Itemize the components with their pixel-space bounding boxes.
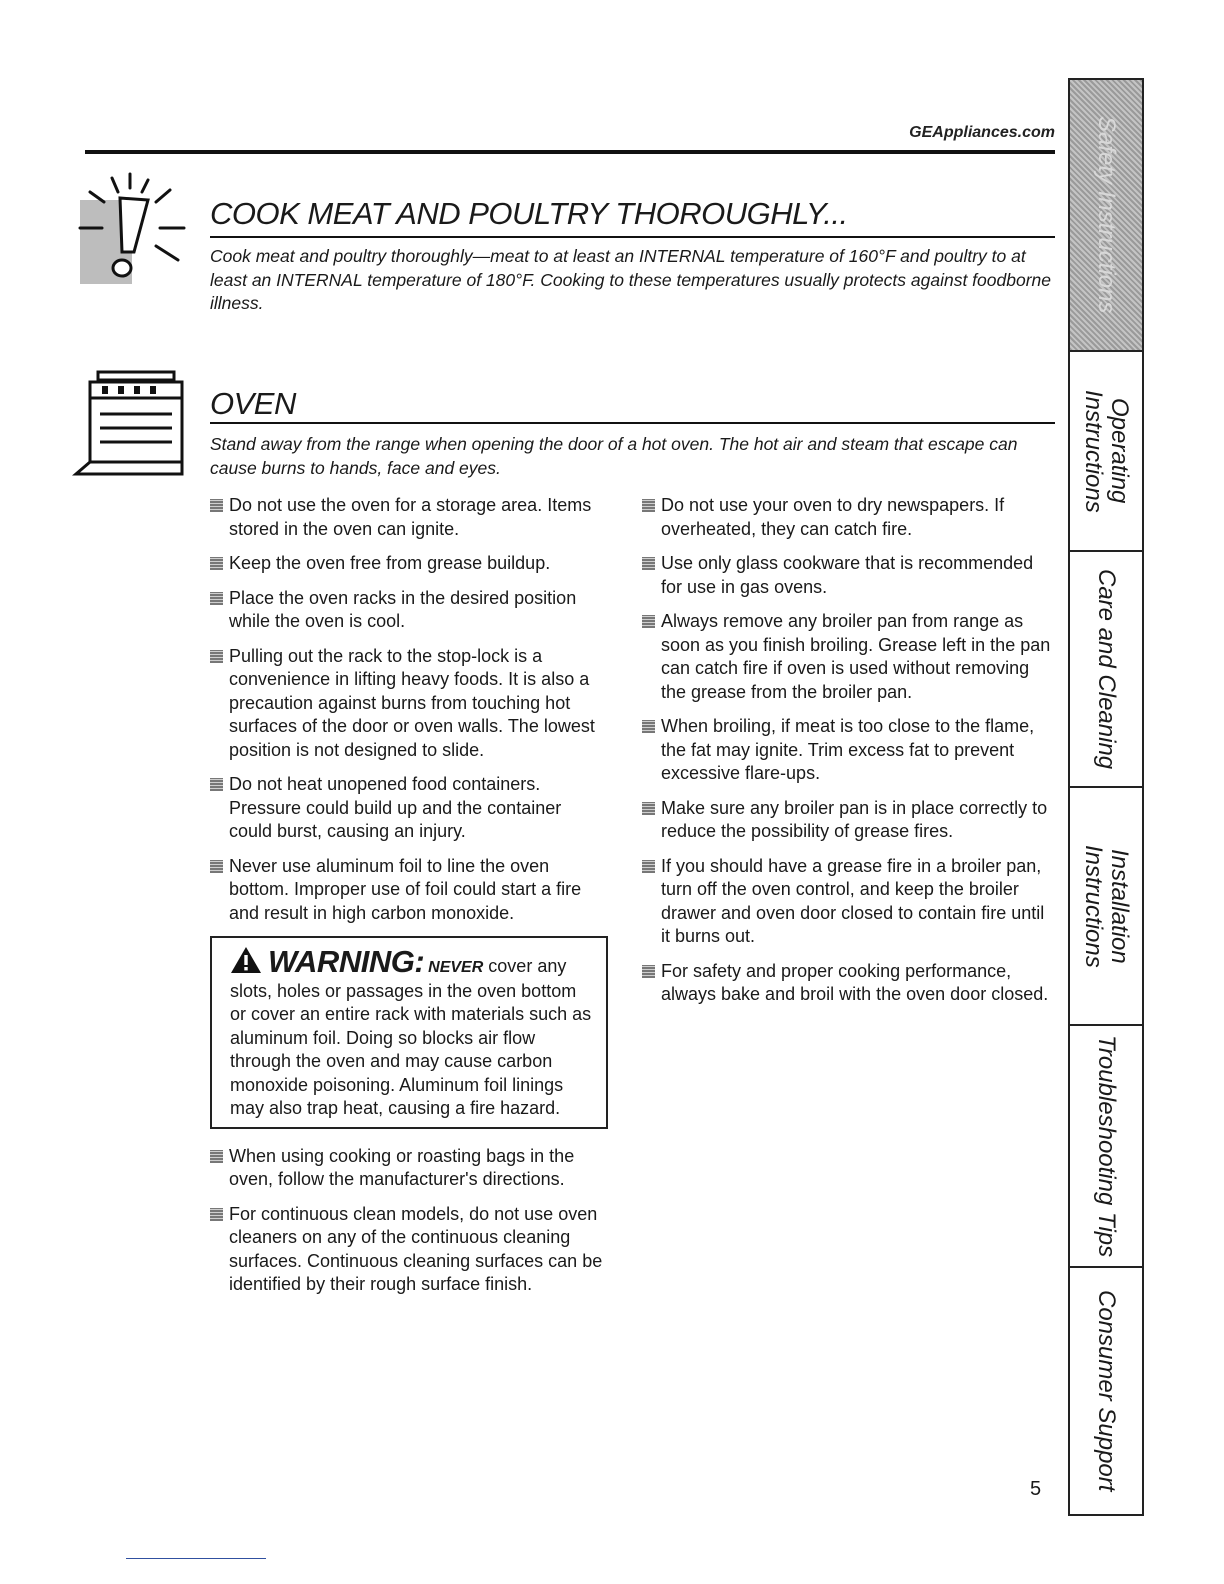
list-item: Use only glass cookware that is recommended for use in gas ovens. [642, 552, 1054, 599]
header-rule [85, 150, 1055, 154]
list-item: Place the oven racks in the desired position while the oven is cool. [210, 587, 608, 634]
bullet-square-icon [210, 778, 223, 791]
list-item: Never use aluminum foil to line the oven bottom. Improper use of foil could start a fire and result in high carbon monoxide. [210, 855, 608, 926]
warning-never: NEVER [428, 959, 484, 976]
bottom-link-line [126, 1558, 266, 1559]
bullet-square-icon [642, 557, 655, 570]
list-item: For safety and proper cooking performance, always bake and broil with the oven door closed. [642, 960, 1054, 1007]
bullet-square-icon [642, 720, 655, 733]
bullet-square-icon [642, 965, 655, 978]
bullet-square-icon [210, 860, 223, 873]
tab-operating-instructions[interactable]: Operating Instructions [1070, 352, 1142, 552]
list-item: If you should have a grease fire in a broiler pan, turn off the oven control, and keep the broiler drawer and oven door closed to contain fire until it burns out. [642, 855, 1054, 949]
bullet-square-icon [210, 650, 223, 663]
oven-section-rule [210, 422, 1055, 424]
tab-consumer-support[interactable]: Consumer Support [1093, 1290, 1120, 1492]
bullet-square-icon [210, 1150, 223, 1163]
bullet-square-icon [210, 1208, 223, 1221]
meat-section-intro: Cook meat and poultry thoroughly—meat to at least an INTERNAL temperature of 160°F and poultry to at least an INTERNAL temperature of 180°F. Cooking to these temperatures usually protects against foodborne illness. [210, 246, 1051, 313]
warning-heading: WARNING: [268, 944, 425, 979]
tab-safety-instructions[interactable]: Safety Instructions [1070, 80, 1142, 352]
list-item: Make sure any broiler pan is in place correctly to reduce the possibility of grease fires. [642, 797, 1054, 844]
left-column [210, 494, 608, 1308]
bullet-square-icon [210, 592, 223, 605]
list-item: Do not use the oven for a storage area. Items stored in the oven can ignite. [210, 494, 608, 541]
list-item: Always remove any broiler pan from range as soon as you finish broiling. Grease left in the pan can catch fire if oven is used without removing the grease from the broiler pan. [642, 610, 1054, 704]
section-tabs [1068, 78, 1144, 1516]
warning-box [210, 936, 608, 1129]
bullet-square-icon [642, 615, 655, 628]
list-item: Keep the oven free from grease buildup. [210, 552, 608, 576]
list-item: When broiling, if meat is too close to the flame, the fat may ignite. Trim excess fat to prevent excessive flare-ups. [642, 715, 1054, 786]
bullet-square-icon [210, 499, 223, 512]
oven-range-icon [72, 366, 192, 484]
bullet-square-icon [210, 557, 223, 570]
meat-section-rule [210, 236, 1055, 238]
site-url: GEAppliances.com [909, 124, 1055, 141]
tab-care-and-cleaning[interactable]: Care and Cleaning [1070, 552, 1142, 788]
list-item: For continuous clean models, do not use oven cleaners on any of the continuous cleaning surfaces. Continuous cleaning surfaces can be identified by their rough surface finish. [210, 1203, 608, 1297]
meat-section-title: COOK MEAT AND POULTRY THOROUGHLY... [210, 196, 848, 231]
warning-triangle-icon [230, 946, 262, 974]
list-item: Do not heat unopened food containers. Pressure could build up and the container could burst, causing an injury. [210, 773, 608, 844]
list-item: Pulling out the rack to the stop-lock is a convenience in lifting heavy foods. It is also a precaution against burns from touching hot surfaces of the door or oven walls. The lowest position is not designed to slide. [210, 645, 608, 763]
tab-troubleshooting-tips[interactable]: Troubleshooting Tips [1070, 1026, 1142, 1268]
bullet-square-icon [642, 802, 655, 815]
list-item: When using cooking or roasting bags in the oven, follow the manufacturer's directions. [210, 1145, 608, 1192]
oven-section-intro: Stand away from the range when opening the door of a hot oven. The hot air and steam that escape can cause burns to hands, face and eyes. [210, 434, 1018, 478]
right-column [642, 494, 1054, 1018]
warning-text: cover any slots, holes or passages in the oven bottom or cover an entire rack with materials such as aluminum foil. Doing so blocks air flow through the oven and may cause carbon monoxide poisoning. Aluminum foil linings may also trap heat, causing a fire hazard. [230, 956, 592, 1118]
oven-section-title: OVEN [210, 386, 296, 421]
list-item: Do not use your oven to dry newspapers. If overheated, they can catch fire. [642, 494, 1054, 541]
warning-exclamation-icon [72, 172, 192, 290]
tab-installation-instructions[interactable]: Installation Instructions [1070, 788, 1142, 1026]
bullet-square-icon [642, 499, 655, 512]
bullet-square-icon [642, 860, 655, 873]
page-number: 5 [1030, 1478, 1042, 1500]
